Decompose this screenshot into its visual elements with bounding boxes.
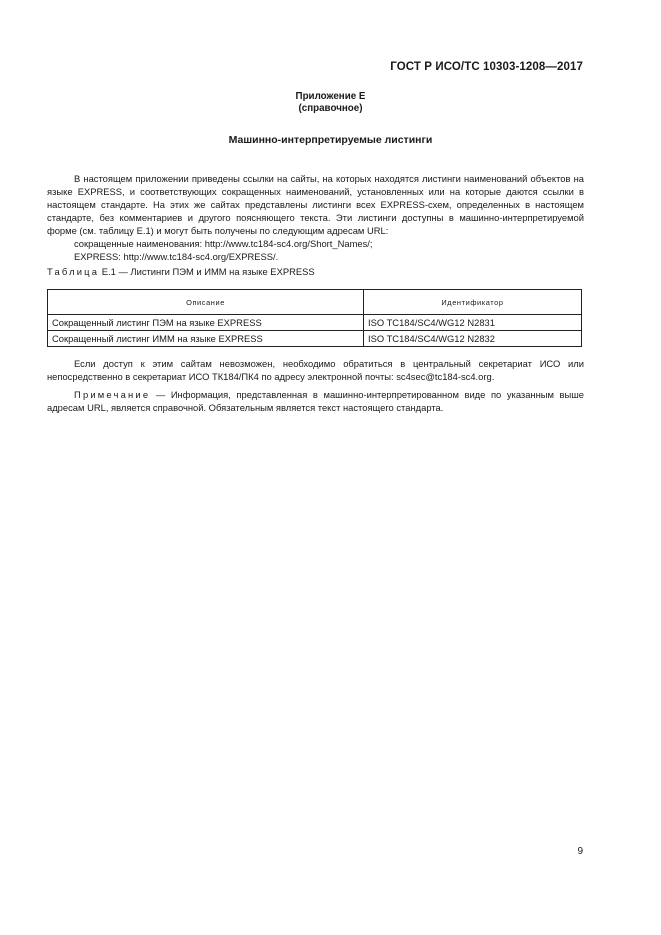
row-identifier: ISO TC184/SC4/WG12 N2831	[364, 315, 582, 331]
listings-table	[47, 289, 582, 347]
table-header-row	[48, 290, 582, 315]
header-identifier: Идентификатор	[364, 290, 582, 315]
row-description: Сокращенный листинг ИММ на языке EXPRESS	[48, 331, 364, 347]
appendix-heading	[0, 91, 661, 115]
note-block	[47, 388, 584, 414]
intro-block	[47, 172, 584, 263]
header-description: Описание	[48, 290, 364, 315]
access-paragraph: Если доступ к этим сайтам невозможен, необходимо обратиться в центральный секретариат ИСО или непосредственно в секретариат ИСО ТК184/ПК4 по адресу электронной почты: sc4sec@tc184-sc4.org.	[47, 358, 584, 382]
table-caption	[47, 266, 315, 277]
section-title: Машинно-интерпретируемые листинги	[228, 134, 433, 146]
note-paragraph	[47, 388, 584, 414]
page-number: 9	[577, 846, 583, 857]
row-description: Сокращенный листинг ПЭМ на языке EXPRESS	[48, 315, 364, 331]
table-row	[48, 315, 582, 331]
note-label: Примечание	[74, 389, 151, 400]
short-names-url-line: сокращенные наименования: http://www.tc184-sc4.org/Short_Names/;	[74, 238, 373, 249]
table-caption-prefix: Таблица	[47, 266, 100, 277]
note-text: — Информация, представленная в машинно-интерпретированном виде по указанным выше адресам URL, является справочной. Обязательным является текст настоящего стандарта.	[47, 389, 585, 413]
appendix-title: Приложение Е	[295, 91, 366, 102]
table-row	[48, 331, 582, 347]
table-caption-text: Е.1 — Листинги ПЭМ и ИММ на языке EXPRESS	[101, 266, 315, 277]
appendix-subtitle: (справочное)	[298, 103, 363, 114]
intro-paragraph: В настоящем приложении приведены ссылки на сайты, на которых находятся листинги наименований объектов на языке EXPRESS, и соответствующих сокращенных наименований, установленных или на которые даются ссылки в настоящем стандарте. На этих же сайтах представлены листинги всех EXPRESS-схем, определенных в настоящем стандарте, без комментариев и другого поясняющего текста. Эти листинги доступны в машинно-интерпретируемой форме (см. таблицу Е.1) и могут быть получены по следующим адресам URL:	[47, 173, 584, 236]
standard-code-header: ГОСТ Р ИСО/ТС 10303-1208—2017	[390, 61, 583, 73]
access-block	[47, 357, 584, 383]
row-identifier: ISO TC184/SC4/WG12 N2832	[364, 331, 582, 347]
express-url-line: EXPRESS: http://www.tc184-sc4.org/EXPRESS/.	[74, 251, 279, 262]
